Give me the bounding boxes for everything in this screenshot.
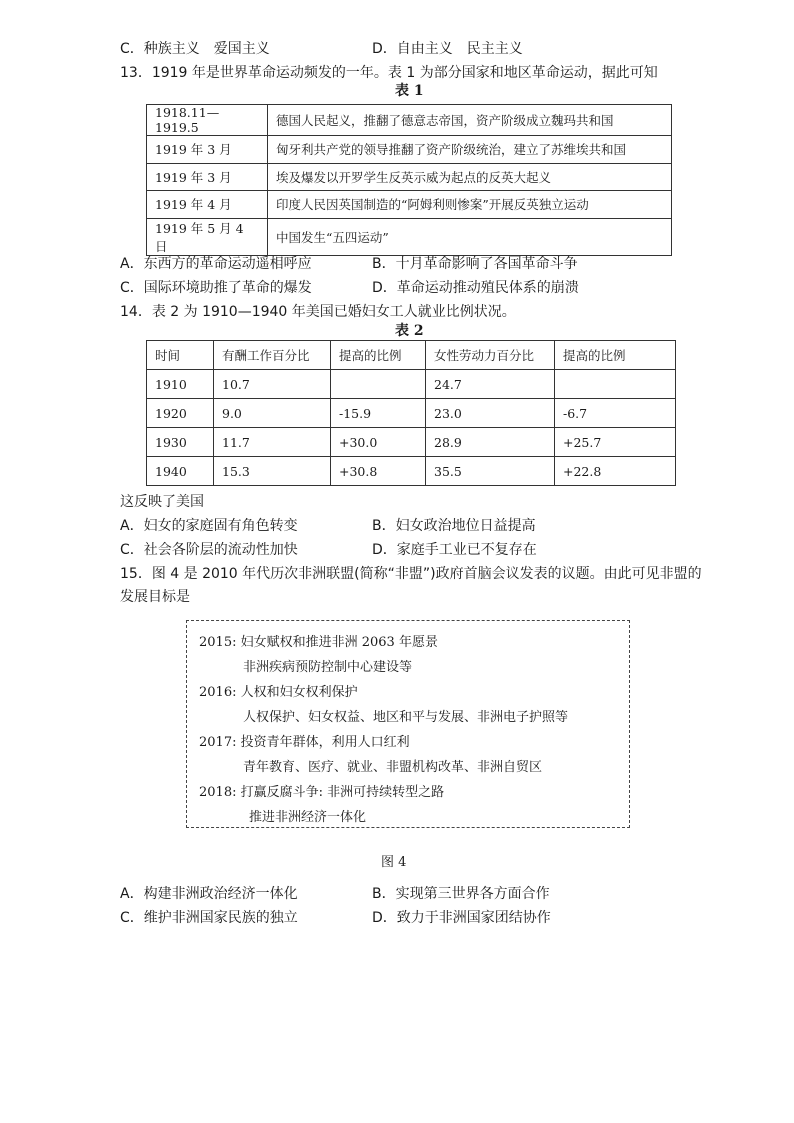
table-row bbox=[147, 399, 676, 428]
table-cell: 1919 年 5 月 4 日 bbox=[147, 218, 268, 255]
q15-option-b: B．实现第三世界各方面合作 bbox=[372, 886, 550, 902]
table-cell: +30.8 bbox=[331, 457, 426, 486]
figure-line: 2017: 投资青年群体，利用人口红利 bbox=[199, 735, 410, 750]
figure-line: 推进非洲经济一体化 bbox=[249, 810, 367, 825]
table-header-cell: 提高的比例 bbox=[555, 341, 676, 370]
table-cell: 11.7 bbox=[214, 428, 331, 457]
figure-line: 2016: 人权和妇女权利保护 bbox=[199, 685, 358, 700]
table1-caption: 表 1 bbox=[395, 83, 424, 99]
table-row bbox=[147, 136, 672, 164]
table-row bbox=[147, 163, 672, 191]
table-row bbox=[147, 105, 672, 136]
q12-option-c: C．种族主义 爱国主义 bbox=[120, 41, 270, 57]
figure-4-caption: 图 4 bbox=[381, 855, 407, 870]
figure-line: 2018: 打赢反腐斗争: 非洲可持续转型之路 bbox=[199, 785, 445, 800]
q12-option-d: D．自由主义 民主主义 bbox=[372, 41, 523, 57]
q14-option-b: B．妇女政治地位日益提高 bbox=[372, 518, 536, 534]
table-cell: 德国人民起义，推翻了德意志帝国，资产阶级成立魏玛共和国 bbox=[268, 105, 672, 136]
table-row bbox=[147, 191, 672, 219]
table-cell: 1919 年 4 月 bbox=[147, 191, 268, 219]
table-cell: 15.3 bbox=[214, 457, 331, 486]
table-cell: 23.0 bbox=[426, 399, 555, 428]
table-cell bbox=[331, 370, 426, 399]
table-cell: -6.7 bbox=[555, 399, 676, 428]
table-row bbox=[147, 457, 676, 486]
q15-stem-continued: 发展目标是 bbox=[120, 589, 190, 605]
q13-stem: 13．1919 年是世界革命运动频发的一年。表 1 为部分国家和地区革命运动，据此可知 bbox=[120, 65, 658, 81]
q13-option-d: D．革命运动推动殖民体系的崩溃 bbox=[372, 280, 579, 296]
q14-followup: 这反映了美国 bbox=[120, 494, 204, 510]
table-cell: 1918.11—1919.5 bbox=[147, 105, 268, 136]
figure-4-box bbox=[186, 620, 630, 828]
table-row bbox=[147, 370, 676, 399]
table-cell: 埃及爆发以开罗学生反英示威为起点的反英大起义 bbox=[268, 163, 672, 191]
q15-option-d: D．致力于非洲国家团结协作 bbox=[372, 910, 551, 926]
q14-option-d: D．家庭手工业已不复存在 bbox=[372, 542, 537, 558]
table-cell: 9.0 bbox=[214, 399, 331, 428]
q15-stem: 15．图 4 是 2010 年代历次非洲联盟(简称“非盟”)政府首脑会议发表的议题。由此可见非盟的 bbox=[120, 566, 702, 582]
table-header-cell: 女性劳动力百分比 bbox=[426, 341, 555, 370]
table-row bbox=[147, 428, 676, 457]
table-2 bbox=[146, 340, 676, 486]
q13-option-c: C．国际环境助推了革命的爆发 bbox=[120, 280, 312, 296]
q13-option-b: B．十月革命影响了各国革命斗争 bbox=[372, 256, 578, 272]
table-row bbox=[147, 218, 672, 255]
table-cell: 中国发生“五四运动” bbox=[268, 218, 672, 255]
table-cell: 匈牙利共产党的领导推翻了资产阶级统治，建立了苏维埃共和国 bbox=[268, 136, 672, 164]
q15-option-c: C．维护非洲国家民族的独立 bbox=[120, 910, 298, 926]
table-cell bbox=[555, 370, 676, 399]
table-cell: 1910 bbox=[147, 370, 214, 399]
table-cell: 28.9 bbox=[426, 428, 555, 457]
table-cell: 1919 年 3 月 bbox=[147, 163, 268, 191]
figure-line: 2015: 妇女赋权和推进非洲 2063 年愿景 bbox=[199, 635, 438, 650]
table-header-cell: 时间 bbox=[147, 341, 214, 370]
figure-line: 青年教育、医疗、就业、非盟机构改革、非洲自贸区 bbox=[243, 760, 543, 775]
table-cell: +22.8 bbox=[555, 457, 676, 486]
table2-caption: 表 2 bbox=[395, 323, 424, 339]
table-header-row bbox=[147, 341, 676, 370]
table-cell: 1940 bbox=[147, 457, 214, 486]
q14-stem: 14．表 2 为 1910—1940 年美国已婚妇女工人就业比例状况。 bbox=[120, 304, 516, 320]
q14-option-a: A．妇女的家庭固有角色转变 bbox=[120, 518, 298, 534]
table-cell: 1930 bbox=[147, 428, 214, 457]
q15-option-a: A．构建非洲政治经济一体化 bbox=[120, 886, 298, 902]
table-cell: 1919 年 3 月 bbox=[147, 136, 268, 164]
table-1 bbox=[146, 104, 672, 256]
figure-line: 人权保护、妇女权益、地区和平与发展、非洲电子护照等 bbox=[243, 710, 569, 725]
table-cell: 10.7 bbox=[214, 370, 331, 399]
figure-line: 非洲疾病预防控制中心建设等 bbox=[243, 660, 413, 675]
table-header-cell: 有酬工作百分比 bbox=[214, 341, 331, 370]
table-cell: 24.7 bbox=[426, 370, 555, 399]
q14-option-c: C．社会各阶层的流动性加快 bbox=[120, 542, 298, 558]
table-cell: 35.5 bbox=[426, 457, 555, 486]
table-cell: 印度人民因英国制造的“阿姆利则惨案”开展反英独立运动 bbox=[268, 191, 672, 219]
table-header-cell: 提高的比例 bbox=[331, 341, 426, 370]
table-cell: +30.0 bbox=[331, 428, 426, 457]
table-cell: +25.7 bbox=[555, 428, 676, 457]
table-cell: 1920 bbox=[147, 399, 214, 428]
q13-option-a: A．东西方的革命运动遥相呼应 bbox=[120, 256, 312, 272]
table-cell: -15.9 bbox=[331, 399, 426, 428]
